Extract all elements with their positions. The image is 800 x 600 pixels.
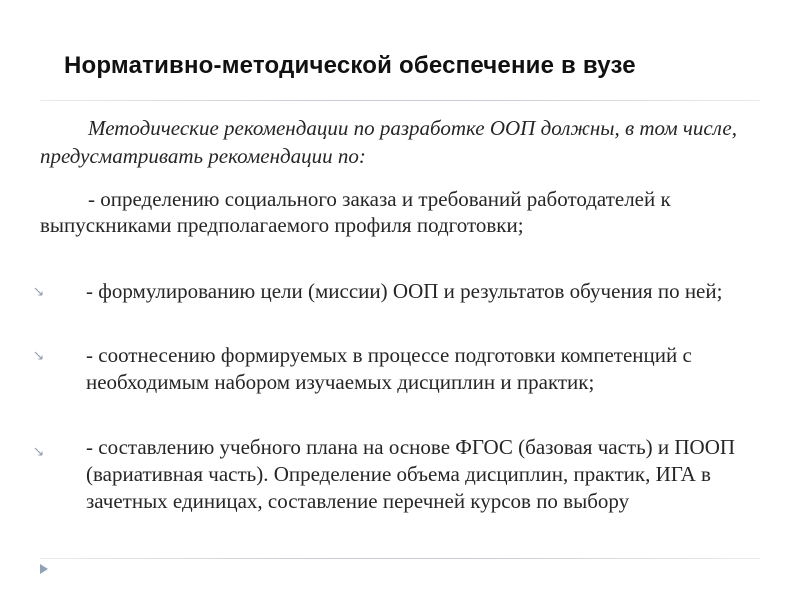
- bullet-item-2: - соотнесению формируемых в процессе подготовки компетенций с необходимым набором изучаемых дисциплин и практик;: [86, 343, 692, 394]
- slide-title: Нормативно-методической обеспечение в вузе: [64, 52, 636, 79]
- paragraph-text: - определению социального заказа и требований работодателей к выпускниками предполагаемого профиля подготовки;: [40, 187, 671, 237]
- bullet-arrow-icon: [34, 351, 44, 361]
- intro-text: Методические рекомендации по разработке ООП должны, в том числе, предусматривать рекомендации по:: [40, 116, 738, 168]
- bullet-arrow-icon: [34, 447, 44, 457]
- bottom-divider: [40, 558, 760, 559]
- bullet-item-3: - составлению учебного плана на основе ФГОС (базовая часть) и ПООП (вариативная часть). Определение объема дисциплин, практик, ИГА в зачетных единицах, составление перечней курсов по выбору: [86, 435, 736, 513]
- triangle-right-icon[interactable]: [38, 563, 50, 575]
- bullet-item-1: - формулированию цели (миссии) ООП и результатов обучения по ней;: [86, 279, 723, 303]
- top-divider: [40, 100, 760, 101]
- bullet-arrow-icon: [34, 287, 44, 297]
